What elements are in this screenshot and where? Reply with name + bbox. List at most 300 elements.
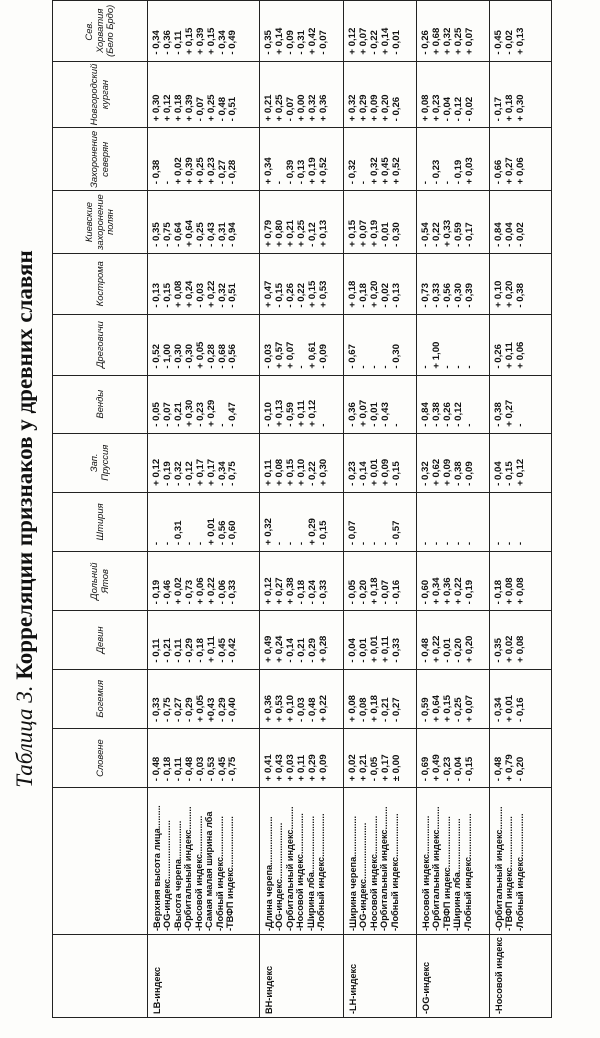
correlation-value: -: [463, 423, 475, 427]
correlation-cell: [344, 253, 417, 314]
correlation-value: + 0,22: [452, 577, 464, 605]
correlation-value: - 0,35: [263, 30, 274, 55]
correlation-value: + 0,09: [317, 754, 329, 782]
correlation-value: - 0,75: [227, 461, 239, 486]
correlation-value: - 0,34: [151, 30, 162, 55]
correlation-cell: [417, 728, 490, 787]
correlation-value: + 0,57: [273, 341, 285, 369]
correlation-value: + 0,36: [441, 577, 453, 605]
correlation-value: - 0,84: [420, 402, 431, 427]
correlation-value: + 0,09: [368, 94, 380, 122]
correlation-value: - 0,38: [452, 461, 464, 486]
correlation-value: - 0,22: [306, 461, 318, 486]
attribute-list: [260, 788, 344, 935]
correlation-cell: [417, 61, 490, 128]
correlation-value: - 0,01: [390, 30, 402, 55]
correlation-value: + 0,01: [503, 694, 515, 722]
correlation-value: + 0,19: [306, 157, 318, 185]
correlation-value: - 0,45: [493, 30, 504, 55]
correlation-value: - 0,07: [379, 579, 391, 605]
correlation-cell: [260, 728, 344, 787]
correlation-cell: [344, 552, 417, 611]
correlation-value: - 0,48: [306, 697, 318, 722]
table-caption: [6, 0, 44, 1038]
correlation-value: - 0,10: [263, 402, 274, 427]
correlation-value: + 0,11: [379, 636, 391, 663]
correlation-value: + 0,08: [514, 577, 526, 605]
correlation-value: -: [463, 541, 475, 546]
correlation-cell: [490, 61, 552, 128]
correlation-cell: [417, 611, 490, 669]
attribute-name: -Самая малая ширина лба: [204, 811, 215, 932]
correlation-cell: [344, 191, 417, 254]
correlation-value: + 0,02: [503, 635, 515, 663]
correlation-value: - 0,35: [493, 638, 504, 663]
correlation-value: + 0,06: [514, 157, 526, 185]
correlation-value: - 0,09: [463, 461, 475, 486]
attribute-name: -Орбитальный индекс.........: [284, 806, 295, 932]
group-index-label: -LH-индекс: [344, 935, 417, 1018]
attribute-name: -Ширина лба.....................: [452, 818, 463, 932]
correlation-cell: [344, 728, 417, 787]
correlation-value: - 0,08: [357, 697, 369, 722]
correlation-value: - 0,53: [205, 756, 217, 782]
correlation-value: + 0,11: [263, 459, 274, 486]
correlation-value: - 0,33: [430, 283, 442, 308]
column-header: Штирия: [53, 492, 148, 551]
correlation-value: - 0,05: [151, 402, 162, 427]
correlation-cell: [417, 1, 490, 62]
correlation-value: + 0,05: [194, 694, 206, 722]
correlation-value: - 0,30: [452, 283, 464, 308]
attribute-name: -Орбитальный индекс.........: [494, 806, 504, 932]
correlation-value: + 0,33: [441, 219, 453, 247]
correlation-value: - 0,15: [390, 461, 402, 486]
correlation-value: - 0,59: [452, 222, 464, 247]
correlation-value: + 0,00: [295, 94, 307, 122]
correlation-value: + 0,01: [368, 458, 380, 486]
correlation-value: -: [161, 541, 173, 546]
correlation-cell: [148, 492, 260, 551]
correlation-value: - 0,23: [441, 756, 453, 782]
correlation-value: + 0,13: [273, 399, 285, 427]
correlation-value: + 0,38: [284, 577, 296, 605]
attribute-name: -Ширина лба......................: [305, 815, 316, 932]
correlation-value: + 0,32: [263, 518, 274, 546]
correlation-cell: [344, 611, 417, 669]
correlation-value: + 0,36: [263, 694, 274, 722]
correlation-value: + 0,12: [514, 458, 526, 486]
correlation-value: -: [368, 365, 380, 369]
correlation-value: -: [390, 423, 402, 427]
correlation-value: + 0,14: [273, 27, 285, 55]
correlation-value: + 0,11: [205, 636, 217, 663]
attribute-name: -Орбитальный индекс.........: [431, 806, 442, 932]
correlation-value: - 0,03: [263, 344, 274, 369]
correlation-value: + 0,07: [284, 341, 296, 369]
correlation-value: - 0,11: [172, 30, 184, 55]
correlation-value: - 0,31: [172, 520, 184, 546]
correlation-value: - 0,18: [357, 283, 369, 308]
correlation-value: - 0,51: [227, 283, 239, 308]
correlation-value: +0,43: [205, 697, 217, 722]
correlation-table: [52, 0, 552, 1018]
correlation-value: - 0,19: [463, 579, 475, 605]
attribute-name: -Орбитальный индекс.........: [379, 806, 390, 932]
correlation-value: - 0,26: [390, 96, 402, 122]
correlation-value: + 0,20: [379, 94, 391, 122]
correlation-value: - 0,31: [216, 222, 228, 247]
correlation-value: - 0,19: [452, 159, 464, 185]
correlation-value: + 0,18: [503, 94, 515, 122]
correlation-value: + 0,30: [514, 94, 526, 122]
correlation-value: + 0,08: [420, 94, 431, 122]
correlation-cell: [490, 433, 552, 492]
correlation-value: - 0,38: [493, 402, 504, 427]
correlation-value: - 0,01: [441, 638, 453, 663]
correlation-value: - 0,16: [514, 697, 526, 722]
correlation-value: - 0,73: [183, 579, 195, 605]
correlation-value: + 0,20: [368, 280, 380, 308]
correlation-value: -: [357, 541, 369, 546]
correlation-value: - 0,20: [514, 756, 526, 782]
correlation-value: + 0,15: [306, 280, 318, 308]
correlation-value: - 0,67: [347, 344, 358, 369]
correlation-cell: [148, 1, 260, 62]
column-header: Богемия: [53, 669, 148, 728]
correlation-value: - 0,48: [216, 96, 228, 122]
correlation-value: - 0,40: [227, 697, 239, 722]
correlation-value: - 0,56: [216, 520, 228, 546]
correlation-value: - 0,27: [216, 159, 228, 185]
correlation-value: + 0,64: [183, 219, 195, 247]
correlation-value: - 0,04: [347, 638, 358, 663]
correlation-value: -: [379, 365, 391, 369]
correlation-value: - 0,26: [420, 30, 431, 55]
column-header: Зап. Пруссия: [53, 433, 148, 492]
column-header: Новгородский курган: [53, 61, 148, 128]
attribute-name: -Носовой индекс...............: [421, 815, 431, 932]
correlation-value: - 0,51: [227, 96, 239, 122]
correlation-value: + 0,14: [379, 27, 391, 55]
correlation-value: + 0,21: [284, 219, 296, 247]
correlation-value: - 0,56: [441, 283, 453, 308]
correlation-cell: [490, 253, 552, 314]
correlation-value: -: [420, 541, 431, 546]
correlation-value: + 0,32: [368, 157, 380, 185]
correlation-value: - 0,19: [151, 579, 162, 605]
correlation-value: + 0,11: [295, 754, 307, 782]
attribute-name: -Ширина черепа................: [348, 815, 358, 932]
correlation-value: - 0,30: [390, 222, 402, 247]
correlation-value: + 0,02: [347, 754, 358, 782]
correlation-value: + 0,17: [194, 458, 206, 486]
attribute-name: -OG-индекс.......................: [162, 820, 173, 932]
correlation-value: - 1,00: [161, 344, 173, 369]
correlation-value: + 0,10: [493, 280, 504, 308]
header-row: [53, 1, 148, 1018]
correlation-value: + 0,39: [194, 27, 206, 55]
correlation-value: - 0,28: [205, 344, 217, 369]
correlation-value: - 0,15: [161, 283, 173, 308]
column-header: Сев. Хорватия (Бело Брдо): [53, 1, 148, 62]
correlation-value: + 0,22: [205, 280, 217, 308]
correlation-value: - 0,25: [452, 697, 464, 722]
correlation-value: + 0,39: [183, 94, 195, 122]
caption-prefix: Таблица 3.: [12, 685, 37, 788]
correlation-value: - 0,36: [161, 30, 173, 55]
correlation-value: -: [368, 541, 380, 546]
header-corner: [53, 935, 148, 1018]
correlation-cell: [260, 253, 344, 314]
correlation-value: + 0,28: [317, 635, 329, 663]
correlation-value: - 0,45: [216, 638, 228, 663]
correlation-value: - 0,01: [357, 638, 369, 663]
correlation-value: + 0,08: [503, 577, 515, 605]
correlation-value: - 0,22: [368, 30, 380, 55]
correlation-value: + 0,29: [306, 518, 318, 546]
correlation-value: - 0,46: [161, 579, 173, 605]
table-body: [148, 1, 552, 1018]
correlation-value: - 0,07: [194, 96, 206, 122]
correlation-cell: [417, 492, 490, 551]
correlation-cell: [148, 253, 260, 314]
correlation-value: -: [420, 181, 431, 185]
column-header: Венды: [53, 375, 148, 433]
attribute-name: -Верхняя высота лица.........: [152, 805, 162, 932]
correlation-value: - 0,34: [216, 30, 228, 55]
correlation-value: - 0,02: [514, 222, 526, 247]
correlation-value: -: [295, 541, 307, 546]
attribute-list: [148, 788, 260, 935]
correlation-value: - 0,29: [216, 697, 228, 722]
correlation-value: - 0,75: [227, 756, 239, 782]
correlation-value: + 0,53: [317, 280, 329, 308]
correlation-value: - 0,94: [227, 222, 239, 247]
correlation-value: - 0,15: [273, 283, 285, 308]
correlation-value: - 0,54: [420, 222, 431, 247]
correlation-value: - 0,13: [151, 283, 162, 308]
correlation-value: + 0,30: [151, 94, 162, 122]
correlation-value: - 0,11: [151, 638, 162, 663]
correlation-value: + 0,52: [317, 157, 329, 185]
correlation-value: -: [452, 541, 464, 546]
correlation-value: - 0,13: [295, 159, 307, 185]
correlation-value: + 0,01: [205, 518, 217, 546]
correlation-value: -: [441, 181, 453, 185]
correlation-value: - 0,02: [503, 30, 515, 55]
correlation-value: -: [503, 541, 515, 546]
correlation-value: - 0,49: [227, 30, 239, 55]
correlation-cell: [490, 375, 552, 433]
correlation-value: + 0,02: [172, 577, 184, 605]
correlation-value: + 0,32: [347, 94, 358, 122]
correlation-value: - 0,29: [183, 638, 195, 663]
attribute-list: [417, 788, 490, 935]
correlation-value: + 0,21: [357, 754, 369, 782]
correlation-value: + 0,22: [317, 694, 329, 722]
correlation-value: - 0,45: [216, 756, 228, 782]
group-row: [148, 1, 260, 1018]
correlation-value: - 0,23: [194, 402, 206, 427]
correlation-value: - 0,57: [390, 520, 402, 546]
correlation-value: + 0,52: [390, 157, 402, 185]
correlation-value: - 0,01: [368, 402, 380, 427]
correlation-value: - 0,12: [452, 402, 464, 427]
correlation-cell: [490, 314, 552, 375]
correlation-cell: [148, 552, 260, 611]
correlation-value: - 0,19: [161, 461, 173, 486]
correlation-value: - 0,04: [441, 96, 453, 122]
correlation-value: + 0,18: [368, 694, 380, 722]
correlation-value: - 0,33: [151, 697, 162, 722]
attribute-list: [344, 788, 417, 935]
correlation-value: - 0,15: [317, 520, 329, 546]
correlation-value: - 0,34: [216, 461, 228, 486]
correlation-value: + 0,27: [503, 157, 515, 185]
correlation-cell: [260, 669, 344, 728]
correlation-cell: [148, 669, 260, 728]
correlation-value: - 0,35: [151, 222, 162, 247]
correlation-value: + 0,10: [284, 694, 296, 722]
correlation-value: - 0,18: [295, 579, 307, 605]
correlation-value: - 0,14: [357, 461, 369, 486]
correlation-value: + 0,15: [441, 694, 453, 722]
correlation-value: + 0,15: [347, 219, 358, 247]
correlation-value: + 0,11: [295, 400, 307, 427]
correlation-value: - 0,12: [452, 96, 464, 122]
correlation-value: + 0,19: [368, 219, 380, 247]
correlation-value: - 0,20: [357, 579, 369, 605]
correlation-value: + 0,79: [263, 219, 274, 247]
correlation-value: + 0,03: [284, 754, 296, 782]
correlation-value: - 0,38: [514, 283, 526, 308]
column-header: Девин: [53, 611, 148, 669]
correlation-value: - 0,52: [151, 344, 162, 369]
correlation-value: - 0,29: [183, 697, 195, 722]
correlation-cell: [490, 1, 552, 62]
correlation-value: + 0,49: [263, 635, 274, 663]
correlation-value: + 0,07: [463, 694, 475, 722]
correlation-value: + 0,27: [503, 399, 515, 427]
attribute-name: -Лобный индекс................: [214, 816, 225, 932]
correlation-value: - 0,38: [151, 159, 162, 185]
correlation-cell: [344, 492, 417, 551]
correlation-value: + 0,17: [379, 754, 391, 782]
correlation-value: - 0,22: [295, 283, 307, 308]
attribute-name: -Лобный индекс.................: [389, 813, 400, 932]
correlation-value: - 0,03: [295, 697, 307, 722]
correlation-value: - 0,24: [306, 579, 318, 605]
correlation-value: - 0,42: [227, 638, 239, 663]
correlation-value: + 0,09: [441, 458, 453, 486]
correlation-value: + 0,01: [368, 635, 380, 663]
group-row: [260, 1, 344, 1018]
correlation-cell: [148, 728, 260, 787]
correlation-cell: [490, 191, 552, 254]
correlation-value: + 0,18: [172, 94, 184, 122]
correlation-value: + 0,07: [357, 399, 369, 427]
correlation-value: - 0,05: [347, 579, 358, 605]
group-index-label: -Носовой индекс: [490, 935, 552, 1018]
correlation-value: + 0,29: [205, 399, 217, 427]
correlation-cell: [260, 492, 344, 551]
correlation-value: - 0,34: [493, 697, 504, 722]
correlation-value: - 0,33: [390, 638, 402, 663]
attribute-name: -OG-индекс......................: [358, 822, 369, 932]
correlation-value: + 0,08: [347, 694, 358, 722]
correlation-value: + 0,30: [183, 399, 195, 427]
correlation-cell: [417, 433, 490, 492]
correlation-value: + 0,05: [194, 341, 206, 369]
correlation-value: + 0,45: [379, 157, 391, 185]
correlation-cell: [417, 253, 490, 314]
correlation-value: - 0,31: [295, 30, 307, 55]
correlation-cell: [260, 433, 344, 492]
correlation-value: + 0,17: [205, 458, 217, 486]
correlation-value: + 0,22: [430, 635, 442, 663]
correlation-value: - 0,47: [227, 402, 239, 427]
correlation-value: - 0,64: [172, 222, 184, 247]
correlation-cell: [417, 128, 490, 191]
correlation-value: - 0,56: [227, 344, 239, 369]
correlation-value: + 0,24: [183, 280, 195, 308]
correlation-value: - 0,14: [284, 638, 296, 663]
attribute-name: -Носовой индекс...............: [368, 815, 379, 932]
correlation-value: - 0,09: [317, 344, 329, 369]
correlation-value: -: [161, 181, 173, 185]
correlation-cell: [260, 1, 344, 62]
correlation-value: + 0,13: [317, 219, 329, 247]
attribute-name: -ТВФП индекс....................: [504, 816, 515, 932]
correlation-value: - 0,12: [183, 461, 195, 486]
correlation-value: - 0,32: [172, 461, 184, 486]
correlation-value: + 0,08: [273, 458, 285, 486]
correlation-cell: [417, 314, 490, 375]
correlation-value: -: [493, 541, 504, 546]
correlation-value: - 0,48: [183, 756, 195, 782]
correlation-value: + 0,10: [295, 458, 307, 486]
correlation-value: - 0,20: [452, 638, 464, 663]
correlation-value: + 0,39: [183, 157, 195, 185]
correlation-value: + 0,18: [347, 280, 358, 308]
correlation-value: + 0,29: [357, 94, 369, 122]
correlation-cell: [260, 611, 344, 669]
column-header: Киевские захоронение полян: [53, 191, 148, 254]
correlation-value: - 0,29: [306, 638, 318, 663]
correlation-value: + 0,68: [430, 27, 442, 55]
correlation-cell: [490, 611, 552, 669]
correlation-value: - 0,30: [172, 344, 184, 369]
correlation-cell: [344, 1, 417, 62]
correlation-value: + 0,18: [368, 577, 380, 605]
correlation-value: - 0,18: [493, 579, 504, 605]
correlation-value: + 0,06: [514, 341, 526, 369]
correlation-value: + 0,15: [183, 27, 195, 55]
correlation-value: -: [357, 181, 369, 185]
correlation-value: + 0,64: [430, 694, 442, 722]
correlation-value: - 0,02: [463, 96, 475, 122]
correlation-value: -: [514, 423, 526, 427]
correlation-value: - 0,43: [379, 402, 391, 427]
correlation-value: + 0,13: [514, 27, 526, 55]
correlation-value: + 0,30: [317, 458, 329, 486]
correlation-value: + 0,80: [273, 219, 285, 247]
correlation-value: -: [463, 365, 475, 369]
correlation-cell: [344, 128, 417, 191]
correlation-value: - 0,22: [430, 222, 442, 247]
correlation-value: - 0,66: [493, 159, 504, 185]
